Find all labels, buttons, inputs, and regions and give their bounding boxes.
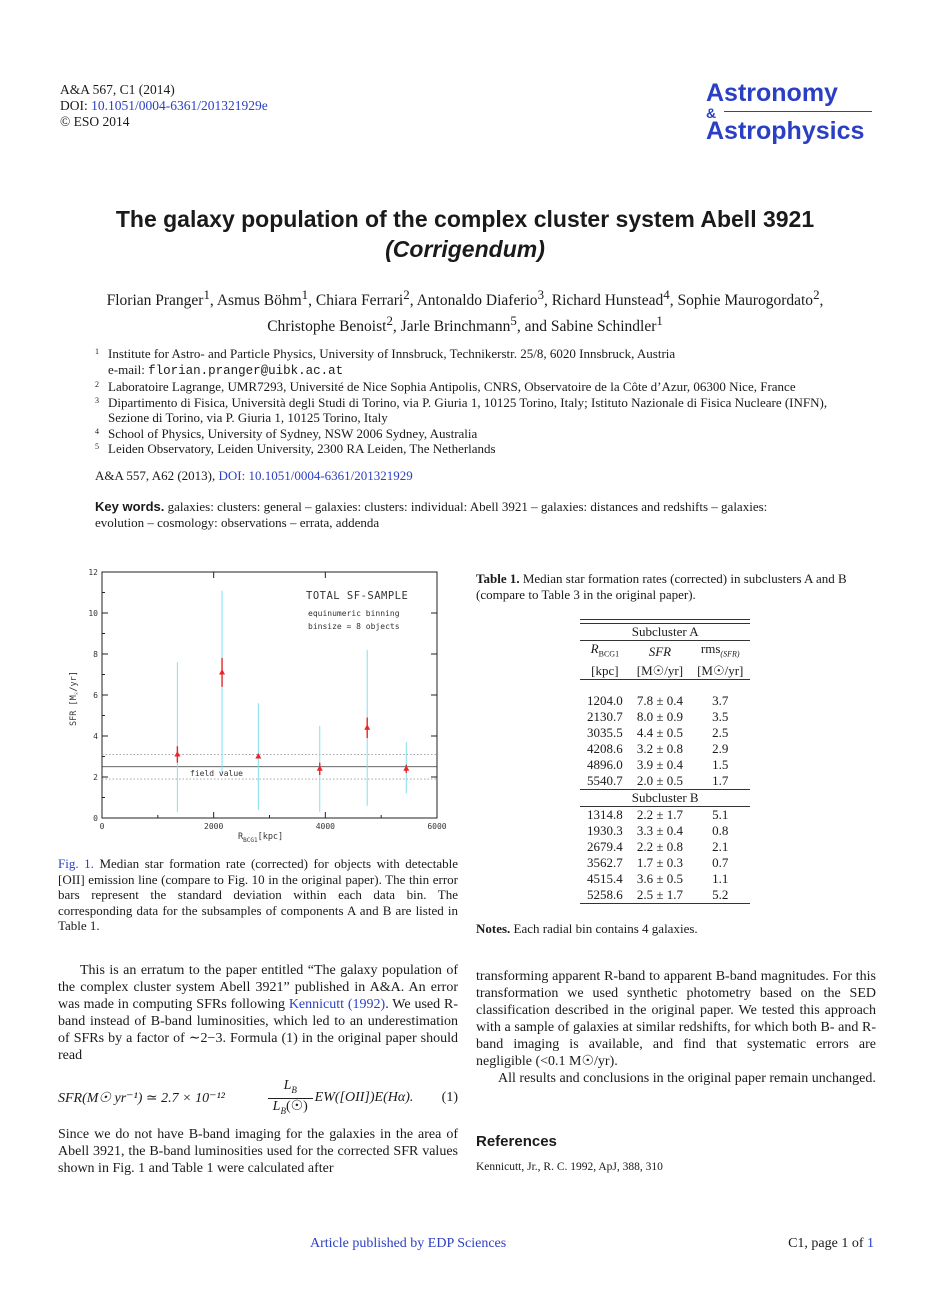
chart-annotation-binning: equinumeric binning [308,609,400,618]
data-table [580,619,750,905]
paper-title [40,204,890,264]
y-axis-label: SFR $[M_☉/yr]$ [69,671,80,726]
table-cell: 5540.7 [587,772,623,788]
eq-lhs: SFR(M☉ yr⁻¹) ≃ 2.7 × 10⁻¹² [58,1090,225,1106]
original-doi-link[interactable]: DOI: 10.1051/0004-6361/201321929 [218,468,413,483]
table-row [580,725,750,741]
journal-header [60,82,268,130]
data-point [364,724,370,730]
table-cell: 3562.7 [587,854,623,870]
field-value-label: field value [190,768,243,778]
equation-1: SFR(M☉ yr⁻¹) ≃ 2.7 × 10⁻¹² $L_B$ $L_B(☉)$ EW([OII])E(Hα). (1) [58,1078,458,1119]
table-cell: 1204.0 [587,692,623,708]
table-row [580,773,750,790]
table-cell: 7.8 ± 0.4 [636,692,683,708]
original-reference: A&A 557, A62 (2013), DOI: 10.1051/0004-6361/201321929 [95,468,413,483]
table-row [580,806,750,823]
logo-line2: Astrophysics [706,117,865,145]
table-cell: 4515.4 [587,870,623,886]
table-row [580,855,750,871]
doi-link[interactable]: 10.1051/0004-6361/201321929e [91,98,268,113]
data-point [219,669,225,675]
data-point [403,765,409,771]
table-row [580,871,750,887]
group-header-a: Subcluster A [580,624,750,641]
table-cell: 1.7 [712,772,729,788]
table-cell: 2.2 ± 0.8 [636,838,683,854]
table-cell: 1314.8 [587,806,623,822]
sfr-chart [58,566,458,846]
doi-prefix: DOI: [60,98,92,113]
table-cell: 3.3 ± 0.4 [636,822,683,838]
journal-logo [706,80,876,143]
figure-caption: Fig. 1. Median star formation rate (corrected) for objects with detectable [OII] emission line (compare to Fig. 10 in the original paper). The thin error bars represent the standard deviation within each data bin. The corresponding data for the subsamples of components A and B are listed in Table 1. [58,856,458,933]
author: Christophe Benoist$^2$, [267,313,401,336]
table-notes: Notes. Each radial bin contains 4 galaxies. [476,921,698,936]
author-list [40,285,890,337]
y-tick-label: 4 [93,732,98,741]
table-cell: 2.1 [712,838,729,854]
x-axis-label: $R_{BCG1}[kpc]$ [238,832,284,844]
table-cell: 0.8 [712,822,729,838]
x-tick-label: 6000 [427,822,447,831]
table-cell: 1.7 ± 0.3 [636,854,683,870]
y-tick-label: 6 [93,691,98,700]
table-caption: Table 1. Median star formation rates (corrected) in subclusters A and B (compare to Table 3 in the original paper). [476,571,847,602]
title-main: The galaxy population of the complex cluster system Abell 3921 [115,206,815,232]
table-cell: 2.5 ± 1.7 [636,886,683,902]
table-row [580,693,750,709]
table-cell: 4.4 ± 0.5 [636,724,683,740]
page-total-link[interactable]: 1 [867,1236,874,1251]
table-row [580,839,750,855]
logo-rule [724,111,872,112]
table-cell: 1.5 [712,756,729,772]
logo-amp: & [706,105,717,121]
author: Richard Hunstead$^4$, [551,287,678,310]
group-header-b: Subcluster B [631,789,699,805]
table-row [580,823,750,839]
body-paragraph-3: transforming apparent R-band to apparent B-band magnitudes. For this transformation we used synthetic photometry based on the SED classification described in the original paper. We tested this approach with a sample of galaxies at similar redshifts, for which both B- and R-band imaging is available, and find that systematic errors are negligible (<0.1 M☉/yr). All results and conclusions in the original paper remain unchanged. [476,969,876,1086]
author: Sophie Maurogordato$^2$, [677,287,824,310]
table-cell: 2.0 ± 0.5 [636,772,683,788]
table-cell: 3.9 ± 0.4 [636,756,683,772]
table-cell: 8.0 ± 0.9 [636,708,683,724]
chart-title: TOTAL SF-SAMPLE [306,590,409,602]
affiliation: 4 School of Physics, University of Sydney, NSW 2006 Sydney, Australia [95,425,478,441]
affiliations [95,346,855,457]
affiliation: 5 Leiden Observatory, Leiden University, 2300 RA Leiden, The Netherlands [95,441,496,456]
kennicutt-citation-link[interactable]: Kennicutt (1992) [288,997,386,1012]
col-head-sfr: SFR [648,643,672,659]
table-cell: 3.5 [712,708,729,724]
x-tick-label: 4000 [315,822,335,831]
author: Asmus Böhm$^1$, [216,287,316,310]
y-tick-label: 8 [93,650,98,659]
logo-line1: Astronomy [706,79,838,107]
x-tick-label: 0 [99,822,105,831]
author: Antonaldo Diaferio$^3$, [416,287,552,310]
table-cell: 2.5 [712,724,729,740]
table-cell: 3.2 ± 0.8 [636,740,683,756]
table-cell: 1930.3 [587,822,623,838]
col-head-r: $R_{BCG1}$ [590,641,620,659]
y-tick-label: 0 [93,814,98,823]
table-cell: 4896.0 [587,756,623,772]
table-units-row: [kpc] [M☉/yr] [M☉/yr] [580,663,750,680]
y-tick-label: 2 [93,773,98,782]
y-tick-label: 10 [88,609,98,618]
table-cell: 5.1 [712,806,729,822]
affiliation: 3 Dipartimento di Fisica, Università degli Studi di Torino, via P. Giuria 1, 10125 Torino, Italy; Istituto Nazionale di Fisica Nucleare (INFN), Sezione di Torino, via P. Giuria 1, 10125 Torino, Italy [95,394,828,425]
table-row [580,709,750,725]
eq-rhs: EW([OII])E(Hα). [314,1090,414,1106]
doi-line [60,98,268,114]
affiliation: 2 Laboratoire Lagrange, UMR7293, Université de Nice Sophia Antipolis, CNRS, Observatoire de la Côte d’Azur, 06300 Nice, France [95,379,796,394]
page-number: C1, page 1 of 1 [788,1236,874,1251]
table-cell: 3.6 ± 0.5 [636,870,683,886]
eq-label: (1) [441,1090,458,1106]
table-cell: 3035.5 [587,724,623,740]
table-cell: 4208.6 [587,740,623,756]
copyright: © ESO 2014 [60,114,130,129]
body-paragraph-4: All results and conclusions in the original paper remain unchanged. [498,1071,876,1086]
data-point [174,751,180,757]
y-tick-label: 12 [88,568,98,577]
table-cell: 0.7 [712,854,729,870]
table-label: Table 1. [476,571,520,586]
references-heading: References [476,1133,557,1150]
citation: A&A 567, C1 (2014) [60,82,175,97]
x-tick-label: 2000 [204,822,224,831]
body-paragraph-1: This is an erratum to the paper entitled “The galaxy population of the complex cluster system Abell 3921” published in A&A. An error was made in computing SFRs following Kennicutt (1992). We used R-band instead of B-band luminosities, which led to an underestimation of SFRs by a factor of ∼2−3. Formula (1) in the original paper should read [58,963,458,1063]
author: Florian Pranger$^1$, [106,287,217,310]
keywords-text: galaxies: clusters: general – galaxies: clusters: individual: Abell 3921 – galaxies: distances and redshifts – galaxies: evolution – cosmology: observations – errata, addenda [95,499,768,530]
table-cell: 3.7 [712,692,729,708]
affiliation-email: e-mail: florian.pranger@uibk.ac.at [108,361,344,378]
email-link[interactable]: florian.pranger@uibk.ac.at [148,363,344,378]
table-row [580,887,750,904]
figure-label[interactable]: Fig. 1. [58,856,94,871]
title-sub: (Corrigendum) [385,236,545,262]
keywords [95,499,775,530]
table-cell: 2.9 [712,740,729,756]
author: Jarle Brinchmann$^5$, and [400,313,551,336]
affiliation: 1 Institute for Astro- and Particle Physics, University of Innsbruck, Technikerstr. 25/8, 6020 Innsbruck, Austria [95,346,676,361]
table-cell: 2.2 ± 1.7 [636,806,683,822]
body-paragraph-2: Since we do not have B-band imaging for the galaxies in the area of Abell 3921, the B-band luminosities used for the corrected SFR values shown in Fig. 1 and Table 1 were calculated after [58,1127,458,1176]
author: Chiara Ferrari$^2$, [315,287,417,310]
chart-annotation-binsize: binsize = 8 objects [308,622,400,631]
reference-item: Kennicutt, Jr., R. C. 1992, ApJ, 388, 310 [476,1161,663,1173]
keywords-label: Key words. [95,499,165,514]
table-cell: 5.2 [712,886,729,902]
author: Sabine Schindler$^1$ [550,313,663,336]
table-cell: 2679.4 [587,838,623,854]
publisher-link[interactable]: Article published by EDP Sciences [310,1236,507,1251]
table-row [580,757,750,773]
table-cell: 1.1 [712,870,729,886]
data-point [317,765,323,771]
table-cell: 5258.6 [587,886,623,902]
table-header-row [580,641,750,663]
table-row [580,741,750,757]
table-cell: 2130.7 [587,708,623,724]
col-head-rms: rms$_{(SFR)}$ [700,641,740,659]
data-point [255,753,261,759]
